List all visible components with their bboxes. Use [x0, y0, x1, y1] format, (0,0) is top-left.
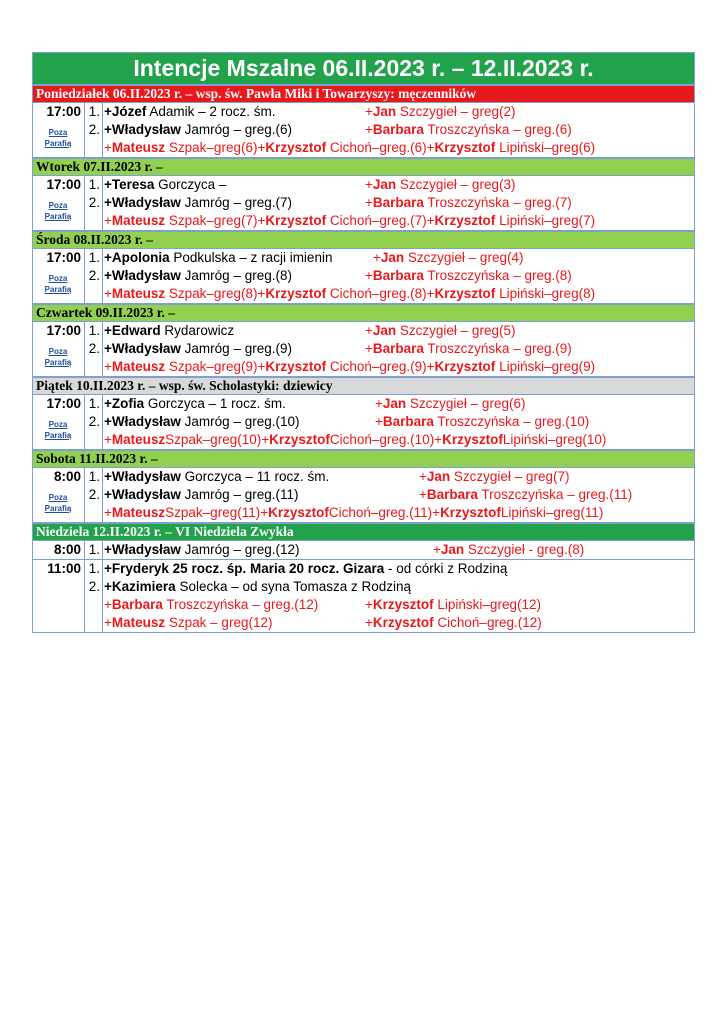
intention-line — [85, 395, 694, 413]
intention-second-column — [365, 176, 515, 194]
intention-second-column — [419, 486, 632, 504]
intention-text-run: + — [104, 579, 112, 594]
intention-text-run: + — [104, 432, 112, 447]
intention-text-run: Cichoń–greg.(8)+ — [326, 286, 435, 301]
intention-lines — [85, 541, 694, 559]
intention-line — [85, 596, 694, 614]
intention-text-run: Jamróg – greg.(12) — [180, 542, 300, 557]
intention-number: 2. — [85, 121, 103, 139]
day-header: Wtorek 07.II.2023 r. – — [33, 158, 694, 176]
intention-line — [85, 541, 694, 559]
intention-text-run: + — [104, 104, 112, 119]
intention-number: 1. — [85, 249, 103, 267]
poza-parafia-note — [33, 419, 83, 441]
intention-text-run: + — [104, 250, 112, 265]
intention-text-run: Szpak–greg(11)+ — [165, 505, 269, 520]
parafia-label: Parafią — [44, 285, 72, 294]
intention-number — [85, 358, 103, 376]
intention-text-run: Edward — [111, 323, 161, 338]
days-list — [33, 85, 694, 632]
intentions-sheet — [32, 52, 695, 633]
intention-text-run: Cichoń–greg.(12) — [433, 615, 542, 630]
intention-number — [85, 285, 103, 303]
intention-lines — [85, 249, 694, 303]
intention-number: 1. — [85, 541, 103, 559]
intention-line — [85, 285, 694, 303]
intention-text-run: Krzysztof — [442, 432, 503, 447]
intention-lines — [85, 395, 694, 449]
intention-text-run: Jan — [372, 177, 397, 192]
intention-text — [103, 395, 694, 413]
intention-text — [103, 358, 694, 376]
poza-parafia-note — [33, 200, 83, 222]
intention-text-run: Szczygieł – greg(7) — [450, 469, 570, 484]
intention-text-run: - od córki z Rodziną — [384, 561, 508, 576]
day-header: Środa 08.II.2023 r. – — [33, 231, 694, 249]
parafia-label: Parafią — [44, 431, 72, 440]
intention-text-run: + — [104, 140, 112, 155]
intention-text-run: Barbara — [382, 414, 434, 429]
intention-text — [103, 431, 694, 449]
intention-text-run: Fryderyk 25 rocz. śp. Maria 20 rocz. Gizara — [111, 561, 385, 576]
intention-text-run: Jamróg – greg.(8) — [180, 268, 292, 283]
intention-text-run: Troszczyńska – greg.(8) — [423, 268, 572, 283]
poza-label: Poza — [48, 128, 68, 137]
intention-line — [85, 267, 694, 285]
intention-number: 2. — [85, 267, 103, 285]
intention-text-run: Jan — [372, 323, 397, 338]
intention-text-run: + — [365, 195, 373, 210]
intention-text-run: Szczygieł – greg(3) — [396, 177, 516, 192]
intention-text-run: Władysław — [111, 195, 181, 210]
intention-text — [103, 322, 694, 340]
intention-text-run: Jamróg – greg.(11) — [180, 487, 299, 502]
intention-number — [85, 504, 103, 522]
day-header: Sobota 11.II.2023 r. – — [33, 450, 694, 468]
intention-text-run: + — [104, 487, 112, 502]
page-title: Intencje Mszalne 06.II.2023 r. – 12.II.2023 r. — [33, 53, 694, 85]
intention-text-run: Podkulska – z racji imienin — [169, 250, 333, 265]
intention-text-run: Jan — [382, 396, 407, 411]
intention-text-run: + — [104, 359, 112, 374]
intention-text-run: Mateusz — [111, 286, 166, 301]
intention-number: 2. — [85, 413, 103, 431]
mass-row — [33, 395, 694, 450]
intention-text-run: + — [104, 561, 112, 576]
intention-text-run: Krzysztof — [434, 140, 496, 155]
intention-line — [85, 413, 694, 431]
mass-time: 17:00 — [46, 396, 81, 411]
intention-number: 1. — [85, 176, 103, 194]
intention-text-run: Adamik – 2 rocz. śm. — [146, 104, 276, 119]
day-header: Piątek 10.II.2023 r. – wsp. św. Scholastyki: dziewicy — [33, 377, 694, 395]
intention-text-run: Zofia — [111, 396, 145, 411]
intention-text-run: Gorczyca – — [154, 177, 227, 192]
intention-line — [85, 212, 694, 230]
intention-text-run: + — [104, 414, 112, 429]
intention-text-run: Barbara — [372, 268, 424, 283]
intention-text-run: Kazimiera — [111, 579, 176, 594]
intention-text — [103, 249, 694, 267]
intention-text — [103, 176, 694, 194]
intention-text-run: Krzysztof — [434, 213, 496, 228]
intention-number — [85, 212, 103, 230]
intention-number: 1. — [85, 395, 103, 413]
poza-label: Poza — [48, 274, 68, 283]
mass-row — [33, 322, 694, 377]
intention-second-column — [365, 267, 572, 285]
intention-text-run: + — [104, 597, 112, 612]
intention-text — [103, 194, 694, 212]
day-header: Niedziela 12.II.2023 r. – VI Niedziela Zwykła — [33, 523, 694, 541]
intention-text-run: Krzysztof — [268, 505, 329, 520]
intention-text-run: Troszczyńska – greg.(9) — [423, 341, 572, 356]
intention-text-run: Troszczyńska – greg.(12) — [162, 597, 319, 612]
intention-number: 2. — [85, 578, 103, 596]
intention-text — [103, 267, 694, 285]
mass-time-cell — [33, 468, 85, 522]
intention-text-run: Szczygieł - greg.(8) — [464, 542, 585, 557]
intention-text-run: Mateusz — [111, 213, 166, 228]
intention-text-run: + — [365, 597, 373, 612]
intention-text-run: Troszczyńska – greg.(11) — [477, 487, 633, 502]
intention-number — [85, 614, 103, 632]
intention-text-run: Władysław — [111, 542, 181, 557]
mass-row — [33, 468, 694, 523]
intention-text-run: Cichoń–greg.(6)+ — [326, 140, 435, 155]
intention-text-run: Troszczyńska – greg.(10) — [433, 414, 590, 429]
intention-text — [103, 596, 694, 614]
mass-row — [33, 541, 694, 560]
mass-time: 8:00 — [53, 469, 81, 484]
intention-text — [103, 504, 694, 522]
intention-text-run: Władysław — [111, 122, 181, 137]
intention-second-column — [365, 103, 515, 121]
intention-text-run: + — [375, 414, 383, 429]
intention-text-run: Szczygieł – greg(4) — [404, 250, 524, 265]
intention-text-run: Troszczyńska – greg.(7) — [423, 195, 572, 210]
mass-row — [33, 176, 694, 231]
intention-text-run: Szpak – greg(12) — [165, 615, 273, 630]
intention-text — [103, 212, 694, 230]
intention-text-run: Szczygieł – greg(6) — [406, 396, 526, 411]
intention-text-run: Lipiński–greg(6) — [495, 140, 596, 155]
intention-line — [85, 340, 694, 358]
intention-text-run: Mateusz — [111, 615, 166, 630]
intention-second-column — [365, 614, 542, 632]
intention-text-run: Lipiński–greg(7) — [495, 213, 596, 228]
intention-text-run: Krzysztof — [440, 505, 501, 520]
intention-second-column — [365, 596, 541, 614]
intention-text — [103, 121, 694, 139]
intention-text-run: Cichoń–greg.(7)+ — [326, 213, 435, 228]
mass-time-cell — [33, 103, 85, 157]
intention-text-run: + — [375, 396, 383, 411]
intention-text-run: Gorczyca – 1 rocz. śm. — [144, 396, 286, 411]
mass-time: 17:00 — [46, 104, 81, 119]
mass-time: 17:00 — [46, 323, 81, 338]
intention-text — [103, 468, 694, 486]
intention-text-run: Lipiński–greg(9) — [495, 359, 596, 374]
mass-time: 8:00 — [53, 542, 81, 557]
poza-label: Poza — [48, 201, 68, 210]
intention-text-run: Krzysztof — [372, 597, 434, 612]
intention-text-run: Lipiński–greg(8) — [495, 286, 596, 301]
intention-lines — [85, 560, 694, 632]
intention-text-run: + — [365, 323, 373, 338]
intention-text-run: + — [419, 469, 427, 484]
intention-second-column — [373, 249, 523, 267]
intention-text-run: Lipiński–greg(11) — [500, 505, 604, 520]
intention-line — [85, 358, 694, 376]
intention-text-run: Krzysztof — [372, 615, 434, 630]
intention-second-column — [365, 194, 572, 212]
intention-text-run: + — [365, 268, 373, 283]
mass-time-cell — [33, 322, 85, 376]
intention-text-run: Władysław — [111, 414, 181, 429]
intention-text-run: Szpak–greg(7)+ — [165, 213, 266, 228]
intention-text — [103, 541, 694, 559]
intention-second-column — [433, 541, 584, 559]
intention-number: 1. — [85, 468, 103, 486]
poza-label: Poza — [48, 347, 68, 356]
mass-row — [33, 103, 694, 158]
intention-line — [85, 486, 694, 504]
mass-time-cell — [33, 176, 85, 230]
intention-line — [85, 560, 694, 578]
intention-text-run: Krzysztof — [269, 432, 330, 447]
intention-second-column — [375, 395, 525, 413]
day-header: Poniedziałek 06.II.2023 r. – wsp. św. Pawła Miki i Towarzyszy: męczenników — [33, 85, 694, 103]
mass-time: 17:00 — [46, 250, 81, 265]
intention-text-run: Barbara — [111, 597, 163, 612]
intention-text-run: Mateusz — [111, 432, 166, 447]
intention-text-run: + — [104, 396, 112, 411]
intention-text-run: Jamróg – greg.(9) — [180, 341, 292, 356]
intention-text-run: Jan — [440, 542, 465, 557]
intention-text-run: Szczygieł – greg(5) — [396, 323, 516, 338]
intention-text-run: Jamróg – greg.(6) — [180, 122, 292, 137]
intention-number: 1. — [85, 322, 103, 340]
intention-text-run: Barbara — [372, 341, 424, 356]
intention-text — [103, 285, 694, 303]
parafia-label: Parafią — [44, 504, 72, 513]
intention-line — [85, 139, 694, 157]
poza-label: Poza — [48, 493, 68, 502]
intention-text-run: + — [365, 104, 373, 119]
intention-text-run: + — [104, 177, 112, 192]
poza-parafia-note — [33, 273, 83, 295]
intention-text-run: Rydarowicz — [160, 323, 235, 338]
intention-text-run: Krzysztof — [265, 286, 327, 301]
intention-line — [85, 431, 694, 449]
intention-text-run: Barbara — [372, 122, 424, 137]
intention-text-run: Jan — [380, 250, 405, 265]
intention-text-run: + — [104, 122, 112, 137]
intention-text-run: Lipiński–greg(10) — [502, 432, 607, 447]
intention-text-run: Władysław — [111, 268, 181, 283]
intention-text-run: Władysław — [111, 487, 181, 502]
intention-text-run: Gorczyca – 11 rocz. śm. — [180, 469, 330, 484]
intention-text — [103, 560, 694, 578]
intention-line — [85, 176, 694, 194]
intention-text-run: + — [104, 323, 112, 338]
intention-text-run: Barbara — [426, 487, 478, 502]
intention-text-run: Józef — [111, 104, 147, 119]
intention-text-run: Mateusz — [111, 359, 166, 374]
intention-text-run: Szpak–greg(6)+ — [165, 140, 266, 155]
intention-text-run: + — [104, 615, 112, 630]
intention-text-run: Szpak–greg(10)+ — [165, 432, 270, 447]
intention-text — [103, 139, 694, 157]
intention-text-run: Apolonia — [111, 250, 170, 265]
intention-text-run: + — [365, 341, 373, 356]
mass-row — [33, 249, 694, 304]
intention-line — [85, 103, 694, 121]
intention-text-run: Władysław — [111, 469, 181, 484]
mass-time: 11:00 — [47, 561, 81, 576]
intention-number — [85, 596, 103, 614]
intention-text-run: Szpak–greg(9)+ — [165, 359, 266, 374]
intention-second-column — [365, 121, 572, 139]
intention-line — [85, 322, 694, 340]
intention-text-run: + — [365, 122, 373, 137]
mass-time-cell — [33, 560, 85, 632]
mass-time-cell — [33, 541, 85, 559]
intention-text-run: + — [373, 250, 381, 265]
poza-label: Poza — [48, 420, 68, 429]
intention-text-run: + — [419, 487, 427, 502]
intention-number: 2. — [85, 340, 103, 358]
intention-text-run: Krzysztof — [265, 140, 327, 155]
intention-text — [103, 340, 694, 358]
intention-text-run: Mateusz — [111, 140, 166, 155]
intention-text-run: + — [365, 615, 373, 630]
intention-lines — [85, 176, 694, 230]
intention-line — [85, 504, 694, 522]
intention-line — [85, 194, 694, 212]
intention-text-run: Cichoń–greg.(11)+ — [328, 505, 441, 520]
parafia-label: Parafią — [44, 212, 72, 221]
intention-text-run: Krzysztof — [265, 359, 327, 374]
day-header: Czwartek 09.II.2023 r. – — [33, 304, 694, 322]
intention-text — [103, 413, 694, 431]
intention-text-run: + — [104, 286, 112, 301]
parafia-label: Parafią — [44, 139, 72, 148]
intention-text — [103, 103, 694, 121]
intention-line — [85, 468, 694, 486]
intention-lines — [85, 103, 694, 157]
intention-number — [85, 431, 103, 449]
intention-text-run: + — [104, 469, 112, 484]
intention-second-column — [365, 322, 515, 340]
intention-text-run: + — [104, 341, 112, 356]
mass-time: 17:00 — [46, 177, 81, 192]
intention-text-run: Cichoń–greg.(10)+ — [329, 432, 443, 447]
intention-text-run: Troszczyńska – greg.(6) — [423, 122, 572, 137]
intention-text-run: Cichoń–greg.(9)+ — [326, 359, 435, 374]
intention-text-run: + — [104, 268, 112, 283]
intention-text-run: Krzysztof — [265, 213, 327, 228]
intention-text-run: Jamróg – greg.(10) — [180, 414, 300, 429]
intention-text-run: Teresa — [111, 177, 155, 192]
intention-text-run: + — [104, 505, 112, 520]
intention-text-run: Krzysztof — [434, 359, 496, 374]
intention-text-run: + — [104, 195, 112, 210]
intention-text-run: + — [433, 542, 441, 557]
intention-text-run: Jamróg – greg.(7) — [180, 195, 292, 210]
intention-text-run: Krzysztof — [434, 286, 496, 301]
intention-text — [103, 486, 694, 504]
intention-text-run: + — [104, 213, 112, 228]
intention-text-run: Jan — [372, 104, 397, 119]
intention-number: 2. — [85, 486, 103, 504]
poza-parafia-note — [33, 492, 83, 514]
intention-line — [85, 614, 694, 632]
intention-text-run: Barbara — [372, 195, 424, 210]
mass-row — [33, 560, 694, 632]
intention-text-run: + — [365, 177, 373, 192]
intention-text-run: Solecka – od syna Tomasza z Rodziną — [175, 579, 412, 594]
parafia-label: Parafią — [44, 358, 72, 367]
intention-number: 1. — [85, 103, 103, 121]
intention-number — [85, 139, 103, 157]
intention-text-run: + — [104, 542, 112, 557]
poza-parafia-note — [33, 127, 83, 149]
intention-text-run: Szczygieł – greg(2) — [396, 104, 516, 119]
intention-lines — [85, 322, 694, 376]
intention-line — [85, 121, 694, 139]
intention-second-column — [419, 468, 569, 486]
intention-text-run: Mateusz — [111, 505, 166, 520]
intention-number: 1. — [85, 560, 103, 578]
intention-line — [85, 578, 694, 596]
poza-parafia-note — [33, 346, 83, 368]
mass-time-cell — [33, 249, 85, 303]
intention-text-run: Szpak–greg(8)+ — [165, 286, 266, 301]
mass-time-cell — [33, 395, 85, 449]
intention-text — [103, 614, 694, 632]
intention-number: 2. — [85, 194, 103, 212]
intention-text — [103, 578, 694, 596]
intention-line — [85, 249, 694, 267]
intention-second-column — [375, 413, 589, 431]
intention-text-run: Jan — [426, 469, 451, 484]
intention-lines — [85, 468, 694, 522]
intention-text-run: Lipiński–greg(12) — [433, 597, 541, 612]
intention-second-column — [365, 340, 572, 358]
intention-text-run: Władysław — [111, 341, 181, 356]
